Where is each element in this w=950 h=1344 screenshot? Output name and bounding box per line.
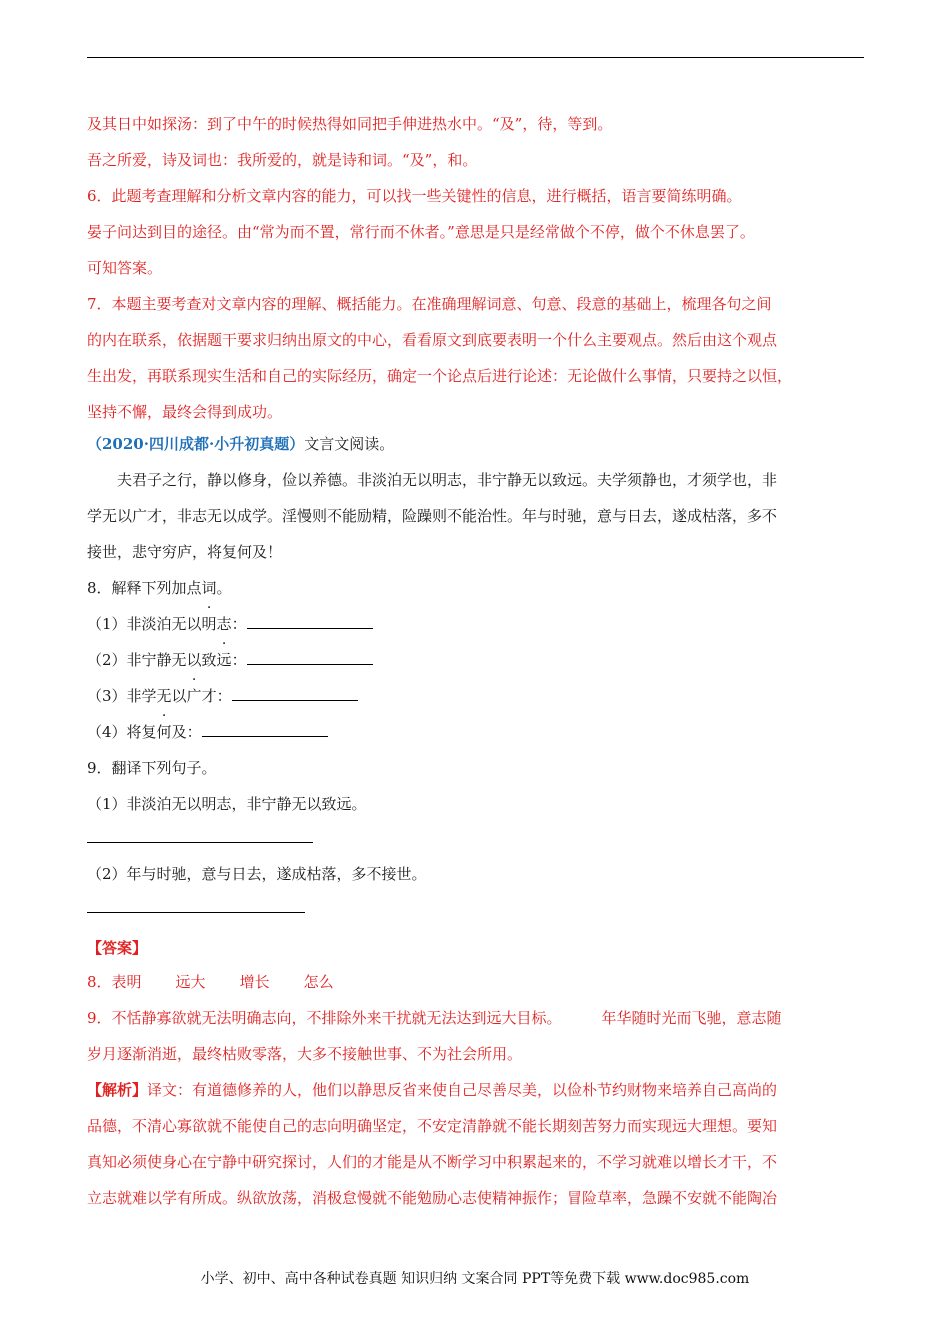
- q8-item: （3）非学无以广才：: [87, 684, 877, 708]
- q9-sentence-1: （1）非淡泊无以明志，非宁静无以致远。: [87, 795, 367, 813]
- answer-9-cont: 岁月逐渐消逝，最终枯败零落，大多不接触世事、不为社会所用。: [87, 1045, 523, 1063]
- passage-line: 接世，悲守穷庐，将复何及！: [87, 543, 283, 561]
- answer-9: 9．不恬静寡欲就无法明确志向，不排除外来干扰就无法达到远大目标。 年华随时光而飞驰，意志随: [87, 1009, 782, 1027]
- q9-title: 9．翻译下列句子。: [87, 759, 217, 777]
- dotted-word: 远: [216, 651, 232, 669]
- explanation-line: 吾之所爱，诗及词也：我所爱的，就是诗和词。“及”，和。: [87, 151, 478, 169]
- analysis-line: 真知必须使身心在宁静中研究探讨，人们的才能是从不断学习中积累起来的，不学习就难以增长才干，不: [87, 1153, 778, 1171]
- analysis-line: 立志就难以学有所成。纵欲放荡，消极怠慢就不能勉励心志使精神振作；冒险草率，急躁不安就不能陶冶: [87, 1189, 778, 1207]
- q8-item: （2）非宁静无以致远：: [87, 648, 877, 672]
- answer-blank[interactable]: [232, 686, 358, 701]
- q6-line: 可知答案。: [87, 259, 163, 277]
- q6-line: 晏子问达到目的途径。由“常为而不置，常行而不休者。”意思是只是经常做个不停，做个不休息罢了。: [87, 223, 755, 241]
- source-tag: （2020·四川成都·小升初真题）: [87, 435, 305, 453]
- document-body: [87, 112, 877, 1210]
- analysis-label: 【解析】: [87, 1081, 148, 1099]
- q9-sentence-2: （2）年与时驰，意与日去，遂成枯落，多不接世。: [87, 865, 427, 883]
- q9-answer-line-1[interactable]: [87, 826, 877, 850]
- previous-explanations: [87, 112, 877, 172]
- page-footer: 小学、初中、高中各种试卷真题 知识归纳 文案合同 PPT等免费下载 www.doc985.com: [200, 1271, 750, 1287]
- header-rule: [87, 57, 864, 58]
- answer-blank[interactable]: [247, 614, 373, 629]
- q7-analysis: [87, 292, 877, 424]
- q7-line: 生出发，再联系现实生活和自己的实际经历，确定一个论点后进行论述：无论做什么事情，只要持之以恒，: [87, 367, 793, 385]
- answer-blank[interactable]: [202, 722, 328, 737]
- q9-answer-line-2[interactable]: [87, 896, 877, 920]
- section-title: 文言文阅读。: [304, 435, 395, 453]
- q6-analysis: [87, 184, 877, 280]
- q7-line: 的内在联系，依据题干要求归纳出原文的中心，看看原文到底要表明一个什么主要观点。然后由这个观点: [87, 331, 778, 349]
- q7-line: 坚持不懈，最终会得到成功。: [87, 403, 283, 421]
- q6-line: 6．此题考查理解和分析文章内容的能力，可以找一些关键性的信息，进行概括，语言要简练明确。: [87, 187, 742, 205]
- answer-label: 【答案】: [87, 939, 148, 957]
- q7-line: 7．本题主要考查对文章内容的理解、概括能力。在准确理解词意、句意、段意的基础上，梳理各句之间: [87, 295, 772, 313]
- analysis-body: [87, 1114, 877, 1210]
- dotted-word: 明: [201, 615, 217, 633]
- q8-item: （4）将复何及：: [87, 720, 877, 744]
- passage-line: 夫君子之行，静以修身，俭以养德。非淡泊无以明志，非宁静无以致远。夫学须静也，才须学也，非: [117, 471, 778, 489]
- classical-passage: [87, 468, 877, 564]
- section-heading: [87, 432, 877, 456]
- answer-blank[interactable]: [247, 650, 373, 665]
- dotted-word: 广: [186, 687, 202, 705]
- analysis-line: 品德，不清心寡欲就不能使自己的志向明确坚定，不安定清静就不能长期刻苦努力而实现远大理想。要知: [87, 1117, 778, 1135]
- explanation-line: 及其日中如探汤：到了中午的时候热得如同把手伸进热水中。“及”，待，等到。: [87, 115, 613, 133]
- analysis-first-line: 【解析】译文：有道德修养的人，他们以静思反省来使自己尽善尽美，以俭朴节约财物来培养自己高尚的: [87, 1081, 778, 1099]
- dotted-word: 何: [156, 723, 172, 741]
- q8-item: （1）非淡泊无以明志：: [87, 612, 877, 636]
- answer-8: 8．表明 远大 增长 怎么: [87, 973, 334, 991]
- q8-title: 8．解释下列加点词。: [87, 579, 232, 597]
- passage-line: 学无以广才，非志无以成学。淫慢则不能励精，险躁则不能治性。年与时驰，意与日去，遂成枯落，多不: [87, 507, 778, 525]
